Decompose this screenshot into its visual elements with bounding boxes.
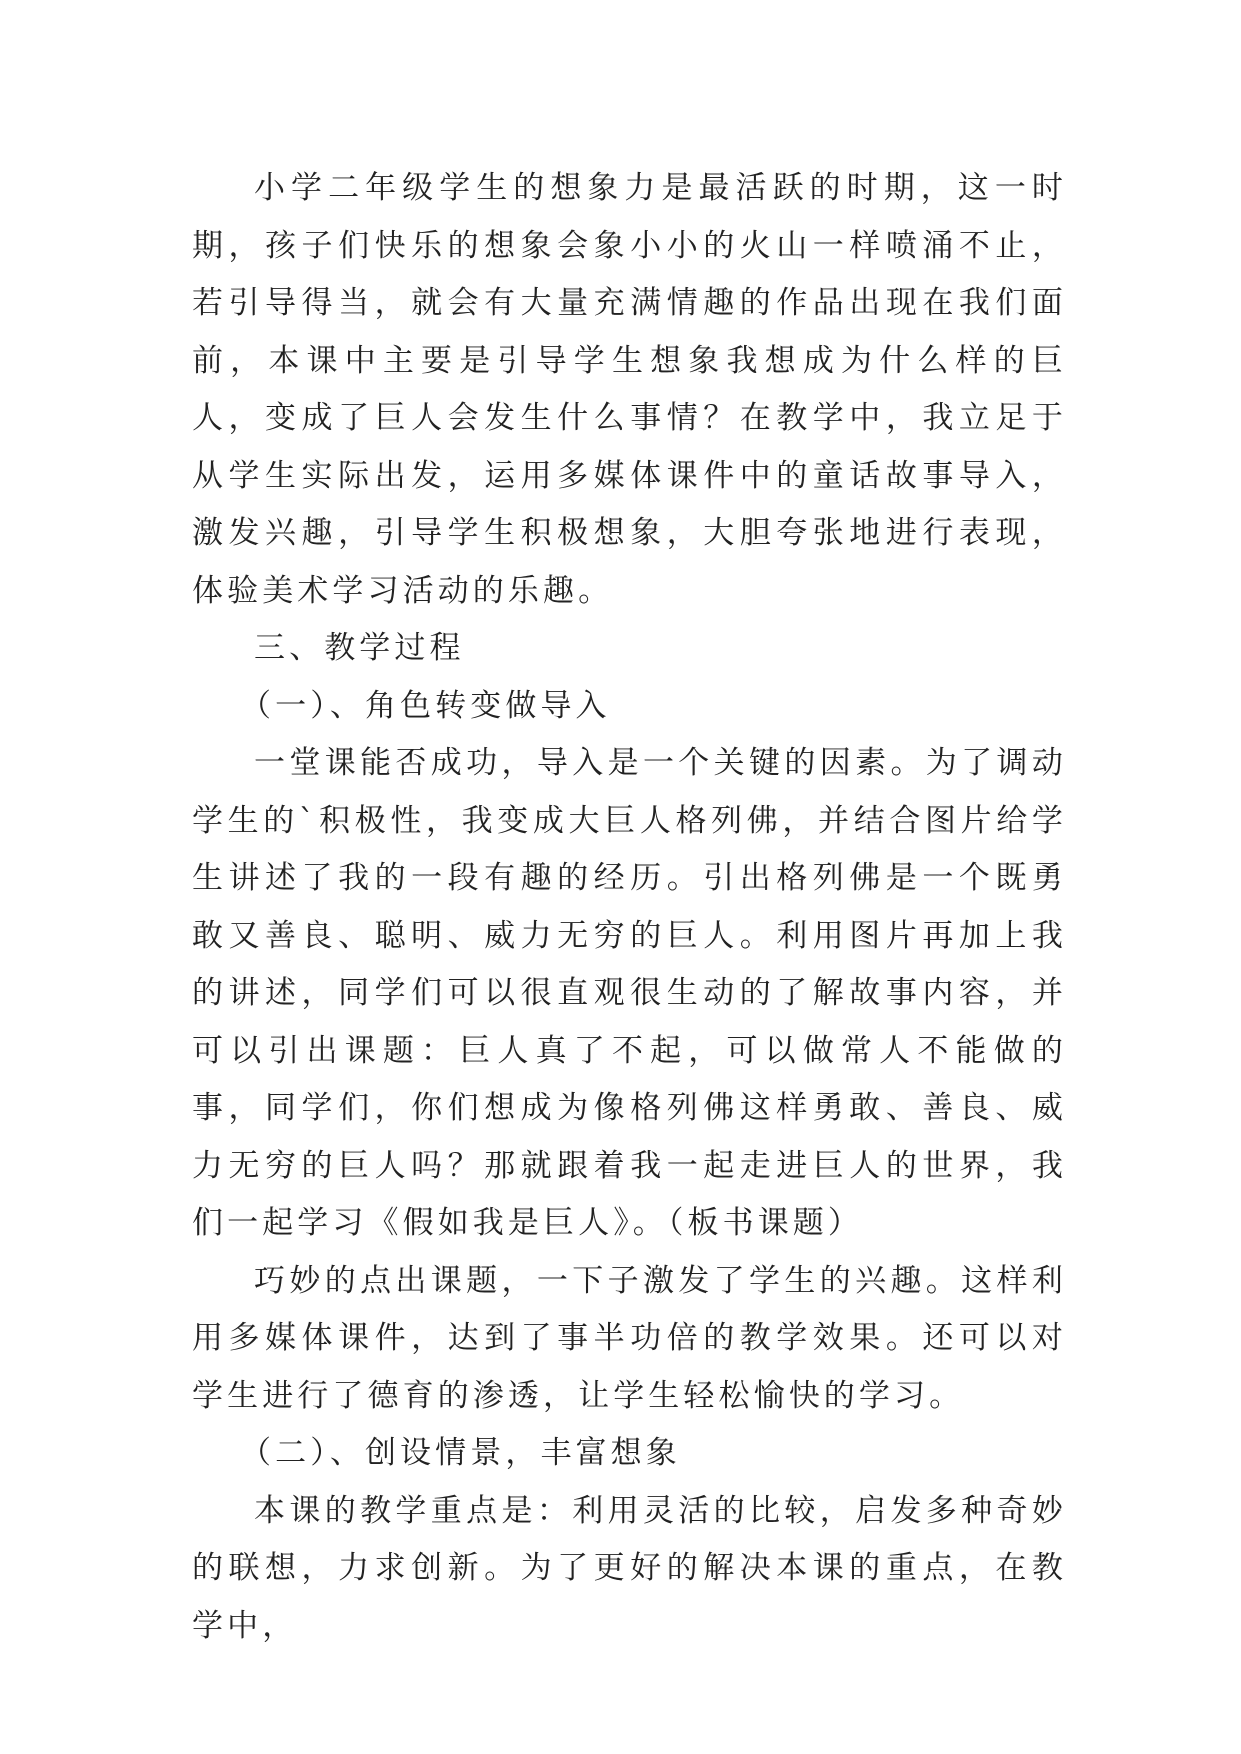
body-paragraph: 一堂课能否成功，导入是一个关键的因素。为了调动学生的`积极性，我变成大巨人格列佛，并结合图片给学生讲述了我的一段有趣的经历。引出格列佛是一个既勇敢又善良、聪明、威力无穷的巨人。利用图片再加上我的讲述，同学们可以很直观很生动的了解故事内容，并可以引出课题：巨人真了不起，可以做常人不能做的事，同学们，你们想成为像格列佛这样勇敢、善良、威力无穷的巨人吗？那就跟着我一起走进巨人的世界，我们一起学习《假如我是巨人》。（板书课题） [192, 745, 1067, 1241]
subsection-heading: （二）、创设情景，丰富想象 [240, 1435, 681, 1471]
document-body [192, 160, 1067, 1655]
subsection-heading: （一）、角色转变做导入 [240, 687, 611, 724]
body-paragraph: 小学二年级学生的想象力是最活跃的时期，这一时期，孩子们快乐的想象会象小小的火山一样喷涌不止，若引导得当，就会有大量充满情趣的作品出现在我们面前，本课中主要是引导学生想象我想成为什么样的巨人，变成了巨人会发生什么事情？在教学中，我立足于从学生实际出发，运用多媒体课件中的童话故事导入，激发兴趣，引导学生积极想象，大胆夸张地进行表现，体验美术学习活动的乐趣。 [192, 170, 1067, 609]
body-paragraph: 巧妙的点出课题，一下子激发了学生的兴趣。这样利用多媒体课件，达到了事半功倍的教学效果。还可以对学生进行了德育的渗透，让学生轻松愉快的学习。 [192, 1262, 1067, 1414]
body-paragraph: 本课的教学重点是：利用灵活的比较，启发多种奇妙的联想，力求创新。为了更好的解决本课的重点，在教学中， [192, 1492, 1067, 1644]
section-heading: 三、教学过程 [254, 630, 465, 666]
